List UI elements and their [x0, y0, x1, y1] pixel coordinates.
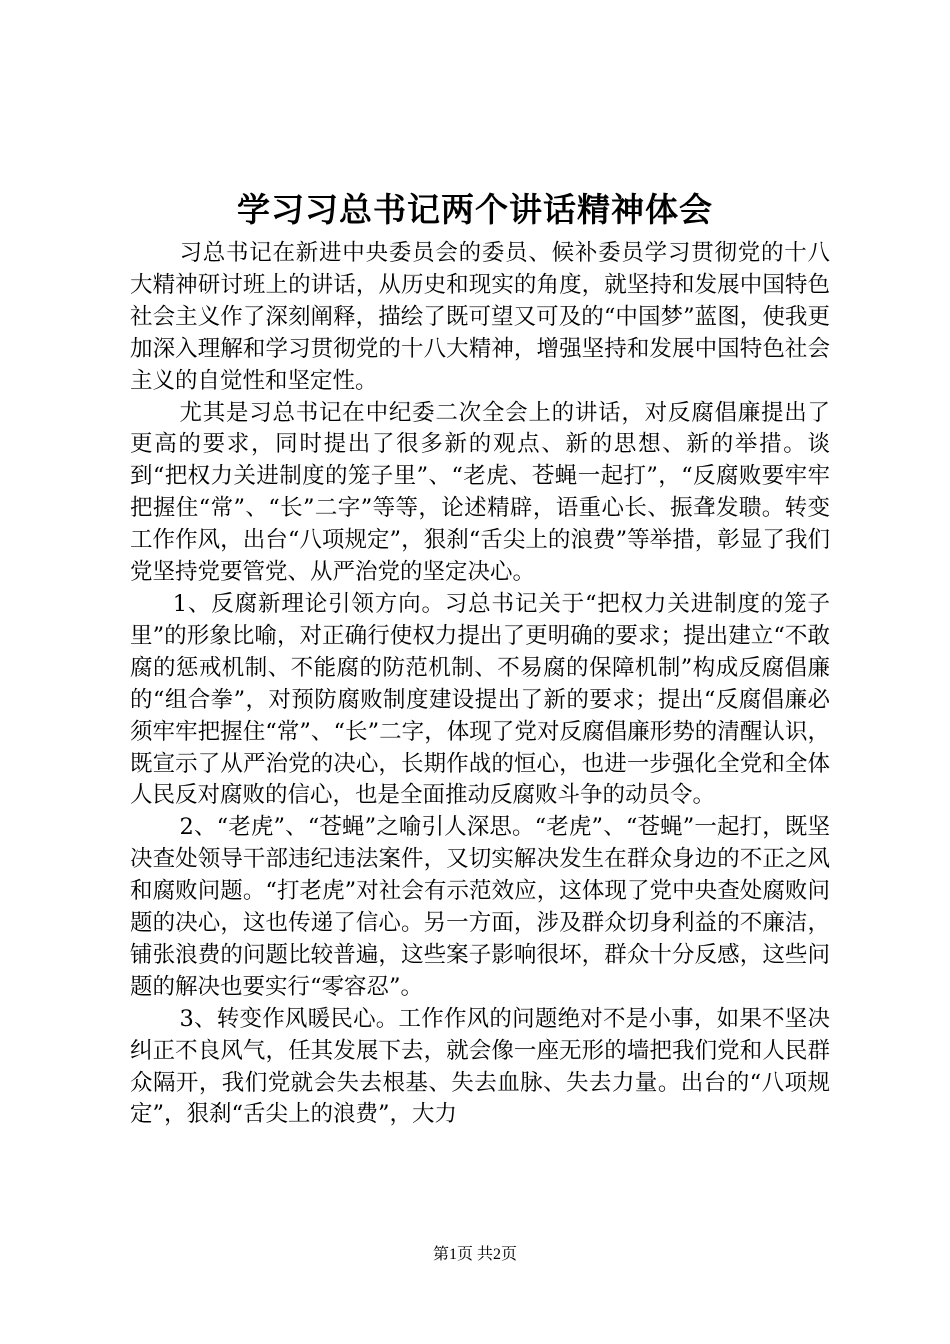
page-title: 学习习总书记两个讲话精神体会: [237, 190, 713, 229]
document-body: [130, 238, 830, 1131]
page-footer: 第1页 共2页: [432, 1246, 517, 1263]
paragraph-intro: 习总书记在新进中央委员会的委员、候补委员学习贯彻党的十八大精神研讨班上的讲话，从历史和现实的角度，就坚持和发展中国特色社会主义作了深刻阐释，描绘了既可望又可及的“中国梦”蓝图，使我更加深入理解和学习贯彻党的十八大精神，增强坚持和发展中国特色社会主义的自觉性和坚定性。: [130, 240, 830, 394]
paragraph-point-2: 2、“老虎”、“苍蝇”之喻引人深思。“老虎”、“苍蝇”一起打，既坚决查处领导干部违纪违法案件，又切实解决发生在群众身边的不正之风和腐败问题。“打老虎”对社会有示范效应，这体现了党中央查处腐败问题的决心，这也传递了信心。另一方面，涉及群众切身利益的不廉洁，铺张浪费的问题比较普遍，这些案子影响很坏，群众十分反感，这些问题的解决也要实行“零容忍”。: [130, 814, 830, 1000]
paragraph-anticorruption: 尤其是习总书记在中纪委二次全会上的讲话，对反腐倡廉提出了更高的要求，同时提出了很多新的观点、新的思想、新的举措。谈到“把权力关进制度的笼子里”、“老虎、苍蝇一起打”，“反腐败要牢牢把握住“常”、“长”二字”等等，论述精辟，语重心长、振聋发聩。转变工作作风，出台“八项规定”，狠刹“舌尖上的浪费”等举措，彰显了我们党坚持党要管党、从严治党的坚定决心。: [130, 399, 830, 586]
paragraph-point-3: 3、转变作风暖民心。工作作风的问题绝对不是小事，如果不坚决纠正不良风气，任其发展下去，就会像一座无形的墙把我们党和人民群众隔开，我们党就会失去根基、失去血脉、失去力量。出台的“八项规定”，狠刹“舌尖上的浪费”，大力: [130, 1005, 830, 1128]
paragraph-point-1: 1、反腐新理论引领方向。习总书记关于“把权力关进制度的笼子里”的形象比喻，对正确行使权力提出了更明确的要求；提出建立“不敢腐的惩戒机制、不能腐的防范机制、不易腐的保障机制”构成反腐倡廉的“组合拳”，对预防腐败制度建设提出了新的要求；提出“反腐倡廉必须牢牢把握住“常”、“长”二字，体现了党对反腐倡廉形势的清醒认识，既宣示了从严治党的决心，长期作战的恒心，也进一步强化全党和全体人民反对腐败的信心，也是全面推动反腐败斗争的动员令。: [130, 590, 830, 809]
